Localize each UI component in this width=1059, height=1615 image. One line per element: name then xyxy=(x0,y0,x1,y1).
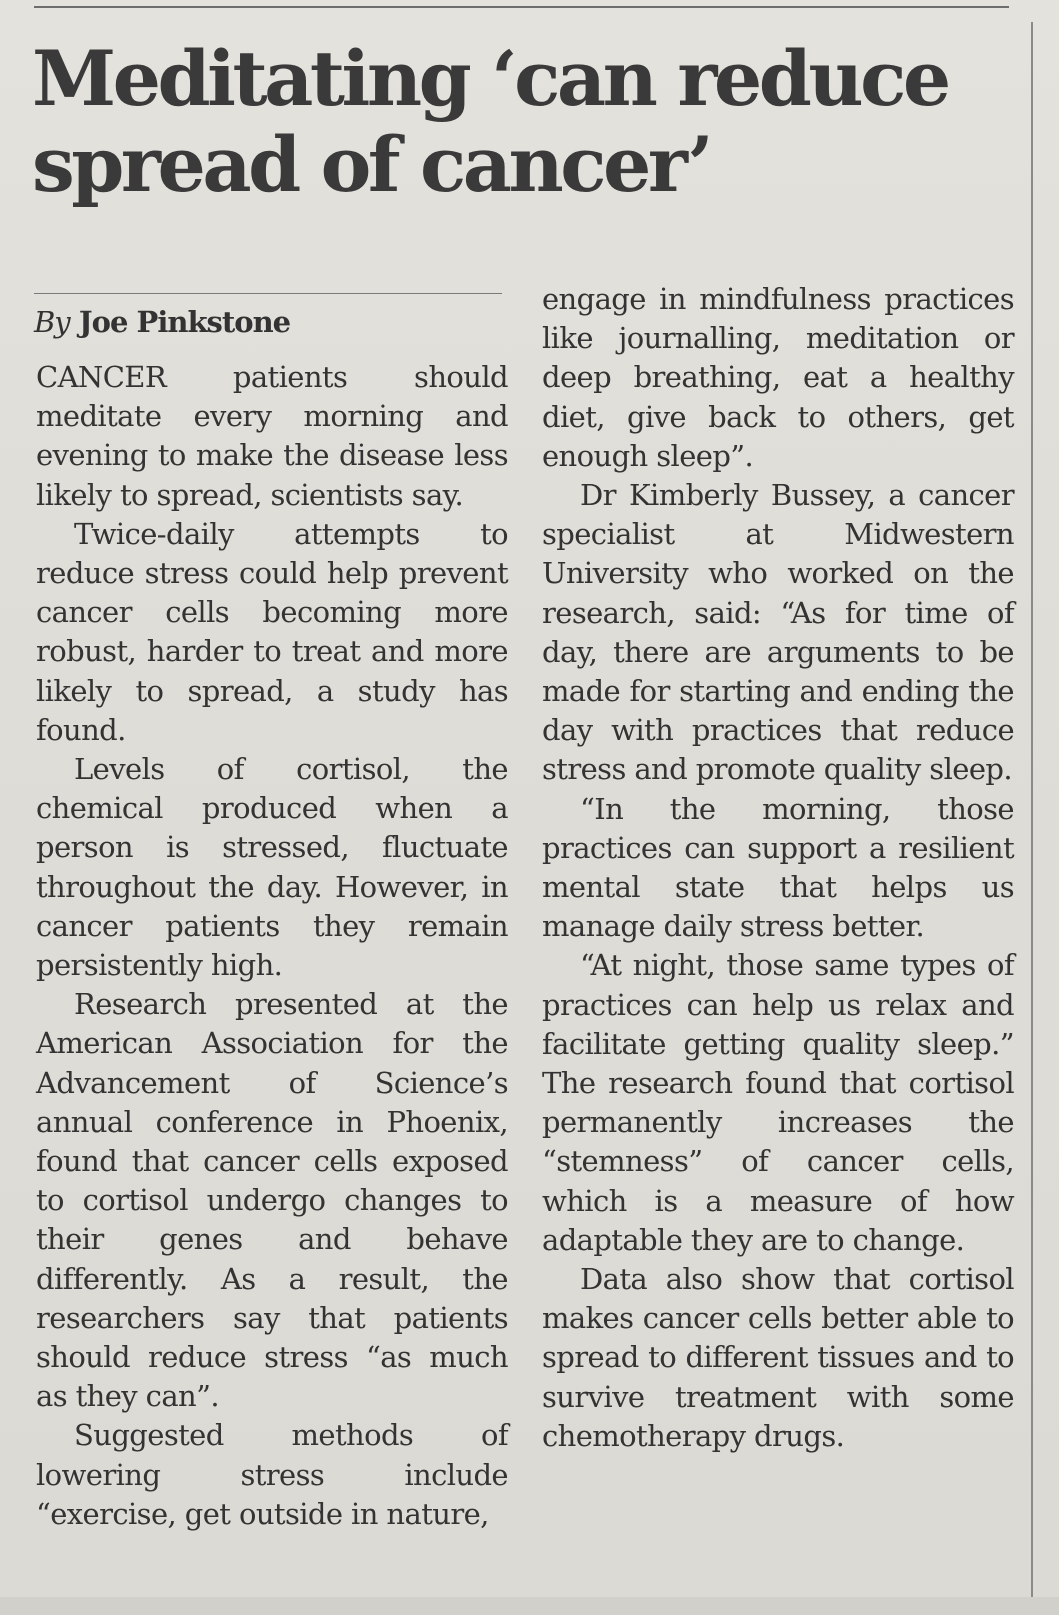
left-column xyxy=(36,358,508,1534)
paragraph: Levels of cortisol, the chemical produced when a person is stressed, fluctuate throughout the day. However, in cancer patients they remain persistently high. xyxy=(36,752,508,983)
paragraph: Dr Kimberly Bussey, a cancer specialist at Midwestern University who worked on the research, said: “As for time of day, there are arguments to be made for starting and ending the day with practices that reduce stress and promote quality sleep. xyxy=(542,478,1014,787)
headline xyxy=(32,36,992,208)
byline xyxy=(34,304,290,340)
byline-prefix: By xyxy=(34,305,70,339)
byline-author: Joe Pinkstone xyxy=(78,305,291,339)
byline-rule xyxy=(34,293,502,294)
paragraph: “At night, those same types of practices can help us relax and facilitate getting quality sleep.” The research found that cortisol permanently increases the “stemness” of cancer cells, which is a measure of how adaptable they are to change. xyxy=(542,948,1014,1257)
paragraph: Twice-daily attempts to reduce stress could help prevent cancer cells becoming more robust, harder to treat and more likely to spread, a study has found. xyxy=(36,516,508,747)
column-rule xyxy=(1031,22,1033,1597)
paragraph: Suggested methods of lowering stress include “exercise, get outside in nature, xyxy=(36,1418,508,1531)
headline-line-1: Meditating ‘can reduce xyxy=(32,34,948,123)
paragraph: CANCER patients should meditate every morning and evening to make the disease less likely to spread, scientists say. xyxy=(36,360,508,512)
paragraph-continued: engage in mindfulness practices like journalling, meditation or deep breathing, eat a healthy diet, give back to others, get enough sleep”. xyxy=(542,282,1014,473)
paper-edge xyxy=(0,1597,1059,1615)
headline-line-2: spread of cancer’ xyxy=(32,120,711,209)
paragraph: Data also show that cortisol makes cancer cells better able to spread to different tissues and to survive treatment with some chemotherapy drugs. xyxy=(542,1262,1014,1453)
paragraph: “In the morning, those practices can support a resilient mental state that helps us manage daily stress better. xyxy=(542,791,1014,944)
paragraph: Research presented at the American Association for the Advancement of Science’s annual conference in Phoenix, found that cancer cells exposed to cortisol undergo changes to their genes and behave differently. As a result, the researchers say that patients should reduce stress “as much as they can”. xyxy=(36,987,508,1414)
right-column xyxy=(542,280,1014,1456)
top-rule xyxy=(34,6,1009,8)
